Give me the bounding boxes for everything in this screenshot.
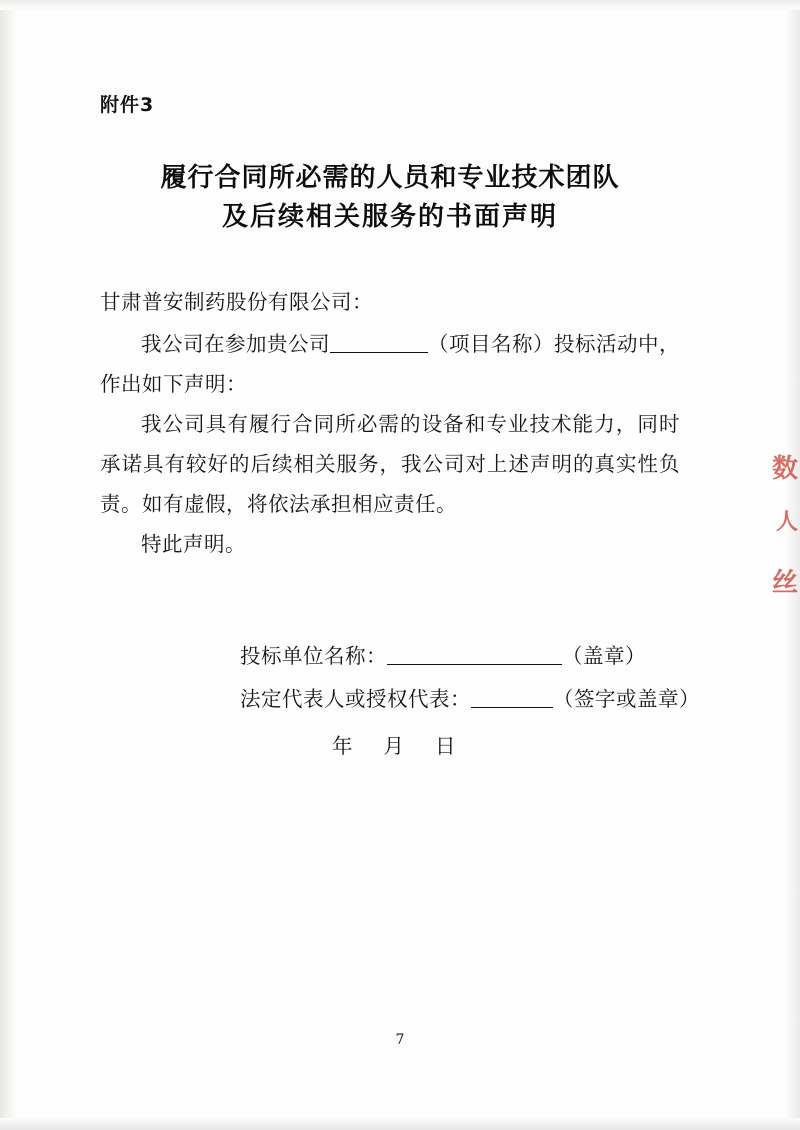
stamp-fragment-icon: 数 [772,454,799,484]
representative-blank [471,707,553,708]
signature-block [240,635,700,768]
document-content [100,90,700,768]
stamp-fragment-icon: 人 [776,510,799,535]
bidder-name-line [240,635,680,678]
representative-suffix: （签字或盖章） [553,686,700,711]
page-title-line-1: 履行合同所必需的人员和专业技术团队 [160,163,620,193]
salutation: 甘肃普安制药股份有限公司： [100,290,373,314]
date-day: 日 [435,733,457,758]
paragraph-1-before-blank: 我公司在参加贵公司 [141,331,330,356]
scan-edge-left [0,0,16,1130]
date-month: 月 [383,733,405,758]
page-title [100,159,680,237]
document-body [100,283,680,565]
date-year: 年 [332,733,354,758]
bidder-name-suffix: （盖章） [562,643,646,668]
paragraph-2: 我公司具有履行合同所必需的设备和专业技术能力，同时承诺具有较好的后续相关服务，我公司对上述声明的真实性负责。如有虚假，将依法承担相应责任。 [100,411,680,516]
paragraph-1 [100,325,680,405]
scan-edge-bottom [0,1118,800,1130]
representative-label: 法定代表人或授权代表： [240,686,471,711]
date-line [332,725,680,768]
page-number: 7 [395,1032,405,1048]
stamp-fragment-icon: 丝 [772,568,799,598]
representative-line [240,678,700,721]
bidder-name-label: 投标单位名称： [240,643,387,668]
scan-edge-top [0,0,800,10]
project-name-blank [330,352,428,353]
attachment-label: 附件3 [100,94,155,116]
page-title-line-2: 及后续相关服务的书面声明 [221,202,558,232]
bidder-name-blank [387,664,562,665]
paragraph-3: 特此声明。 [141,531,246,556]
paragraph-1-after-blank: （项目名称）投标活动中，作出如下声明： [100,331,680,396]
